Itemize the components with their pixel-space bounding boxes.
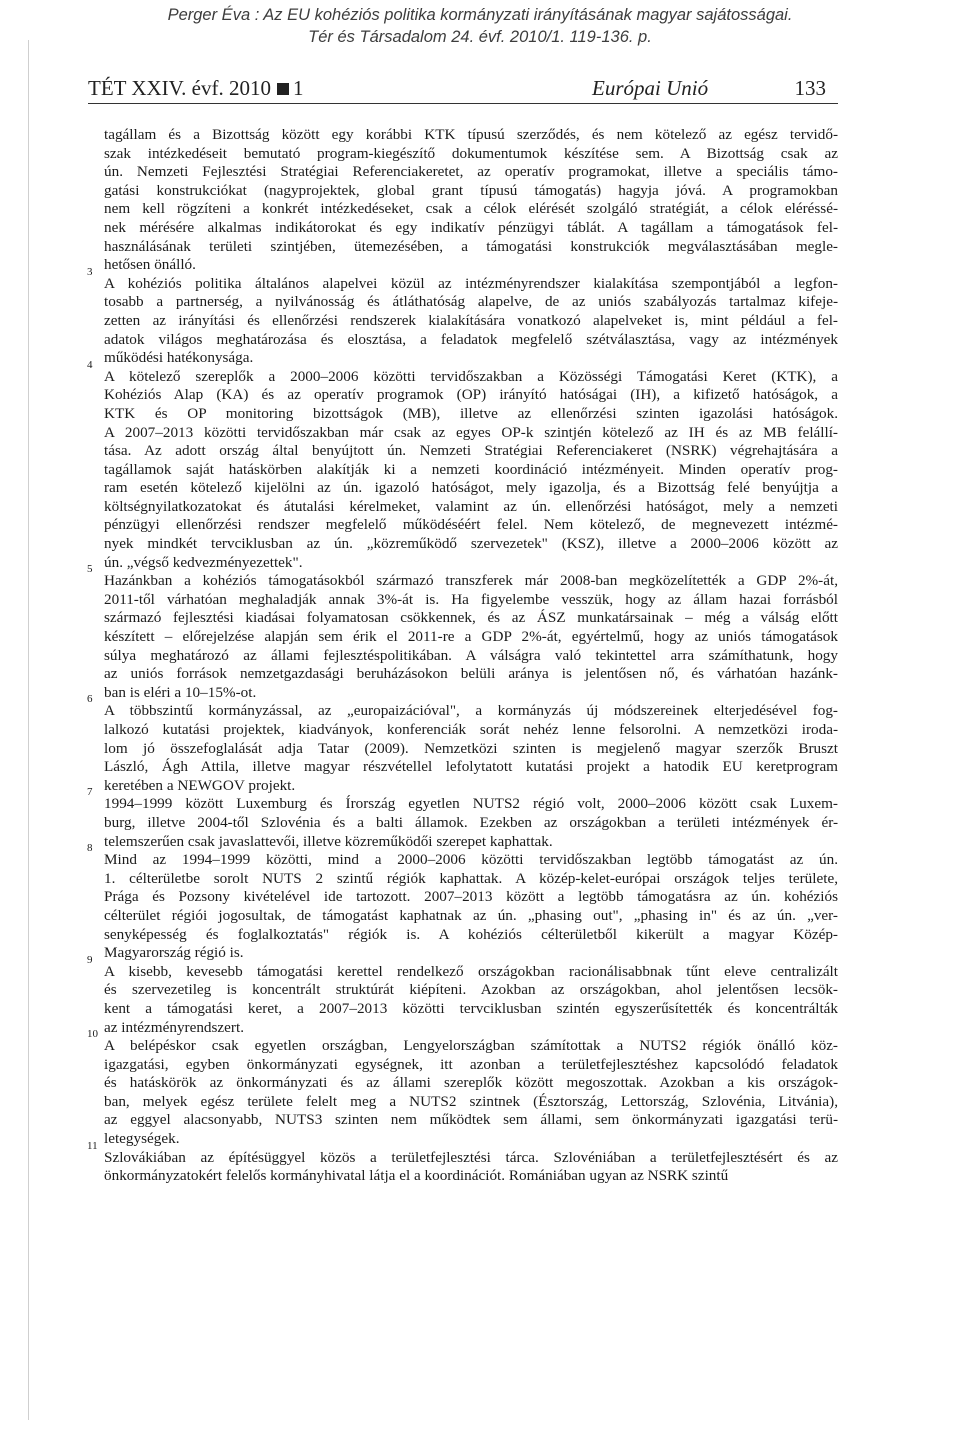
footnote-line: hetősen önálló. [104, 256, 196, 274]
footnote-line: keretében a NEWGOV projekt. [104, 776, 296, 794]
footnote-line: A kisebb, kevesebb támogatási kerettel rendelkező országokban racionálisabbnak tűnt eleve centralizált [104, 962, 838, 980]
citation-line-1: Perger Éva : Az EU kohéziós politika kormányzati irányításának magyar sajátosságai. [167, 6, 793, 24]
footnote-line: szak intézkedéseit bemutató program-kiegészítő dokumentumok készítése sem. A Bizottság csak az [104, 144, 838, 162]
footnote-line: zetten az irányítási és ellenőrzési rendszerek kialakítására vonatkozó alapelveket is, mint például a fel- [104, 311, 838, 329]
citation-header [0, 4, 960, 48]
footnote-line: Kohéziós Alap (KA) és az operatív programok (OP) irányító hatóságai (IH), a kifizető hatóságok, a [104, 386, 838, 404]
footnote-line: ban is eléri a 10–15%-ot. [104, 683, 257, 701]
footnote-line: A kötelező szereplők a 2000–2006 közötti tervidőszakban a Közösségi Támogatási Keret (KTK), a [104, 367, 838, 385]
footnote-line: ban, melyek egész területe felelt meg a NUTS2 szintnek (Észtország, Lettország, Szlovénia, Litvánia), [104, 1092, 838, 1110]
footnote-line: súlya meghatározó az állami fejlesztéspolitikában. A válságra való tekintettel arra számíthatunk, hogy [104, 646, 838, 664]
footnote [87, 563, 838, 702]
footnote-line: Prága és Pozsony kivételével ide tartozott. 2007–2013 között a legtöbb támogatásra az ún. kohéziós [104, 888, 838, 906]
footnote-number: 5 [87, 563, 93, 576]
footnote-line: lalkozó kutatási projektek, kiadványok, konferenciák sorát nehéz lenne felsorolni. A nemzetközi iroda- [104, 721, 838, 738]
footnote-line: telemszerűen csak javaslattevői, illetve közreműködői szerepet kaphattak. [104, 832, 553, 850]
footnote-line: származó fejlesztési kiadásai folyamatosan csökkennek, és az ÁSZ munkatársainak – még a válság előtt [104, 609, 838, 627]
footnote-line: az uniós források nemzetgazdasági beruházásokon belüli aránya is jelentősen nő, és várhatóan hazánk- [104, 665, 838, 683]
footnote-number: 10 [87, 1028, 98, 1041]
footnote-number: 4 [87, 358, 93, 371]
footnote-line: az eggyel alacsonyabb, NUTS3 szinten nem működtek sem állami, sem önkormányzati igazgatási terü- [104, 1111, 838, 1129]
footnote-line: önkormányzatokért felelős kormányhivatal látja el a koordinációt. Romániában ugyan az NSRK szintű [104, 1167, 729, 1185]
running-head-journal: TÉT XXIV. évf. 2010 [88, 76, 271, 100]
footnote-line: Szlovákiában az építésüggyel közös a területfejlesztési tárca. Szlovéniában a területfejlesztésért és az [104, 1148, 838, 1166]
footnote-line: gatási konstrukciókat (nagyprojektek, global grant típusú támogatás) hagyja jóvá. A programokban [104, 181, 838, 199]
footnote-line: tagállam és a Bizottság között egy korábbi KTK típusú szerződés, és nem kötelező az egész tervidő- [104, 126, 838, 143]
footnote-line: működési hatékonysága. [104, 349, 254, 367]
footnote-number: 11 [87, 1139, 98, 1152]
footnote-line: és hatáskörök az önkormányzati és az állami szereplők között megoszottak. Azokban a kis országok- [104, 1074, 838, 1092]
running-head-issue: 1 [292, 76, 304, 100]
footnote-line: nyek mindkét tervciklusban az ún. „közreműködő szervezetek" (KSZ), illetve a 2000–2006 között az [104, 535, 838, 553]
footnote-line: Magyarország régió is. [104, 944, 244, 962]
footnote-line: készített – előrejelzése alapján sem érik el 2011-re a GDP 2%-át, egyértelmű, hogy az uniós támogatások [104, 628, 838, 646]
footnote-line: lom jó összefoglalását adja Tatar (2009). Nemzetközi szinten is megjelenő magyar szerzők Bruszt [104, 739, 838, 757]
footnote-line: tosabb a partnerség, a nyilvánosság és átláthatóság alapelve, de az uniós szabályozás tartalmaz kifeje- [104, 293, 838, 311]
footnote-line: A többszintű kormányzással, az „europaizációval", a kormányzás új módszereinek elterjedésével fog- [104, 702, 838, 720]
footnote-line: Hazánkban a kohéziós támogatásokból származó transzferek már 2008-ban megközelítették a GDP 2%-át, [104, 572, 838, 590]
footnote-line: senyképesség és foglalkoztatás" régiók is. A kohéziós célterületből kikerült a magyar Közép- [104, 925, 838, 943]
footnote-line: igazgatási, egyben önkormányzati egységnek, itt azonban a területfejlesztéshez kapcsolódó feladatok [104, 1055, 838, 1073]
footnote-number: 8 [87, 842, 93, 855]
footnote-line: László, Ágh Attila, illetve magyar részvétellel lefolytatott kutatási projekt a hatodik EU keretprogram [104, 758, 838, 776]
footnote-line: letegységek. [104, 1130, 180, 1148]
running-head-section: Európai Unió [592, 76, 709, 100]
footnote-line: költségnyilatkozatokat és átutalási kérelmeket, valamint az ún. ellenőrzési hatóságot, mely a nemzeti [104, 497, 838, 515]
footnote [87, 786, 838, 851]
footnote-line: 1994–1999 között Luxemburg és Írország egyetlen NUTS2 régió volt, 2000–2006 között csak Luxem- [104, 795, 838, 813]
footnote-number: 6 [87, 693, 93, 706]
footnote-line: használásának területi szintjében, ütemezésében, a támogatási konstrukciók megválasztásában megle- [104, 237, 838, 255]
footnote-line: A 2007–2013 közötti tervidőszakban már csak az egyes OP-k szintjén kötelező az IH és az MB felállí- [104, 423, 838, 441]
footnote-line: A kohéziós politika általános alapelvei közül az intézményrendszer kialakítása szempontjából a legfon- [104, 274, 838, 292]
footnote-line: pénzügyi ellenőrzési rendszer megfelelő működéséért felel. Nem kötelező, de megnevezett intézmé- [104, 516, 838, 534]
footnote-line: adatok világos meghatározása és elosztása, a feladatok megfelelő szétválasztása, vagy az intézmények [104, 330, 838, 348]
footnote [87, 842, 838, 963]
footnote-number: 7 [87, 786, 93, 799]
footnote-line: kent a támogatási keret, a 2007–2013 közötti tervciklusban szintén egyszerűsítették és koncentrálták [104, 999, 838, 1017]
running-head-journal-group [88, 76, 303, 101]
footnote-line: tása. Az adott ország által benyújtott ún. Nemzeti Stratégiai Referenciakeret (NSRK) végrehajtására a [104, 442, 838, 460]
footnote-line: ún. „végső kedvezményezettek". [104, 553, 303, 571]
footnote [104, 126, 838, 275]
footnote-line: A belépéskor csak egyetlen országban, Lengyelországban számítottak a NUTS2 régiók önálló köz- [104, 1037, 838, 1055]
running-head [88, 76, 838, 102]
margin-rule [28, 40, 29, 1420]
footnote-line: 1. célterületbe sorolt NUTS 2 szintű régiók kaphattak. A közép-kelet-európai országok teljes területe, [104, 869, 838, 887]
footnote-number: 3 [87, 265, 93, 278]
footnote-line: Mind az 1994–1999 közötti, mind a 2000–2006 közötti tervidőszakban legtöbb támogatást az ún. [104, 851, 838, 869]
footnote-line: az intézményrendszert. [104, 1018, 244, 1036]
citation-line-2: Tér és Társadalom 24. évf. 2010/1. 119-136. p. [308, 28, 652, 46]
footnote-line: célterület régiói jogosultak, de támogatást kaphatnak az ún. „phasing out", „phasing in" és az ún. „ver- [104, 906, 838, 924]
footnote [87, 693, 838, 795]
footnote-line: KTK és OP monitoring bizottságok (MB), illetve az ellenőrzési szinten igazolási hatóságok. [104, 404, 838, 422]
footnote-line: tagállamok saját hatáskörben alakítják ki a nemzeti koordináció intézményeit. Minden operatív prog- [104, 460, 838, 478]
footnote-line: ún. Nemzeti Fejlesztési Stratégiai Referenciakeretet, az operatív programokat, illetve a speciális támo- [104, 163, 838, 181]
footnote-line: és szervezetileg is koncentrált struktúrát kiépíteni. Azokban az országokban, ahol jelentősen lecsök- [104, 981, 838, 999]
square-bullet-icon [277, 83, 289, 95]
footnote-line: burg, illetve 2004-től Szlovénia és a balti államok. Ezekben az országokban a területi intézmények ér- [104, 813, 838, 831]
header-divider [88, 103, 838, 104]
footnotes [87, 126, 838, 1186]
footnote-number: 9 [87, 953, 93, 966]
footnote-line: ram esetén kötelező kijelölni az ún. igazoló hatóságot, mely igazolja, és a Bizottság felé benyújtja a [104, 479, 838, 497]
page-number: 133 [794, 76, 826, 100]
footnote-line: 2011-től várhatóan meghaladják annak 3%-át is. Ha figyelembe vesszük, hogy az állam hazai forrásból [104, 590, 838, 608]
footnote-line: nem kell rögzíteni a konkrét intézkedéseket, csak a célok elérését szolgáló stratégiát, a célok eléréssé- [104, 200, 838, 218]
footnote-line: nek mérésére alkalmas indikátorokat és egy indikatív pénzügyi táblát. A tagállam a támogatások fel- [104, 218, 838, 236]
